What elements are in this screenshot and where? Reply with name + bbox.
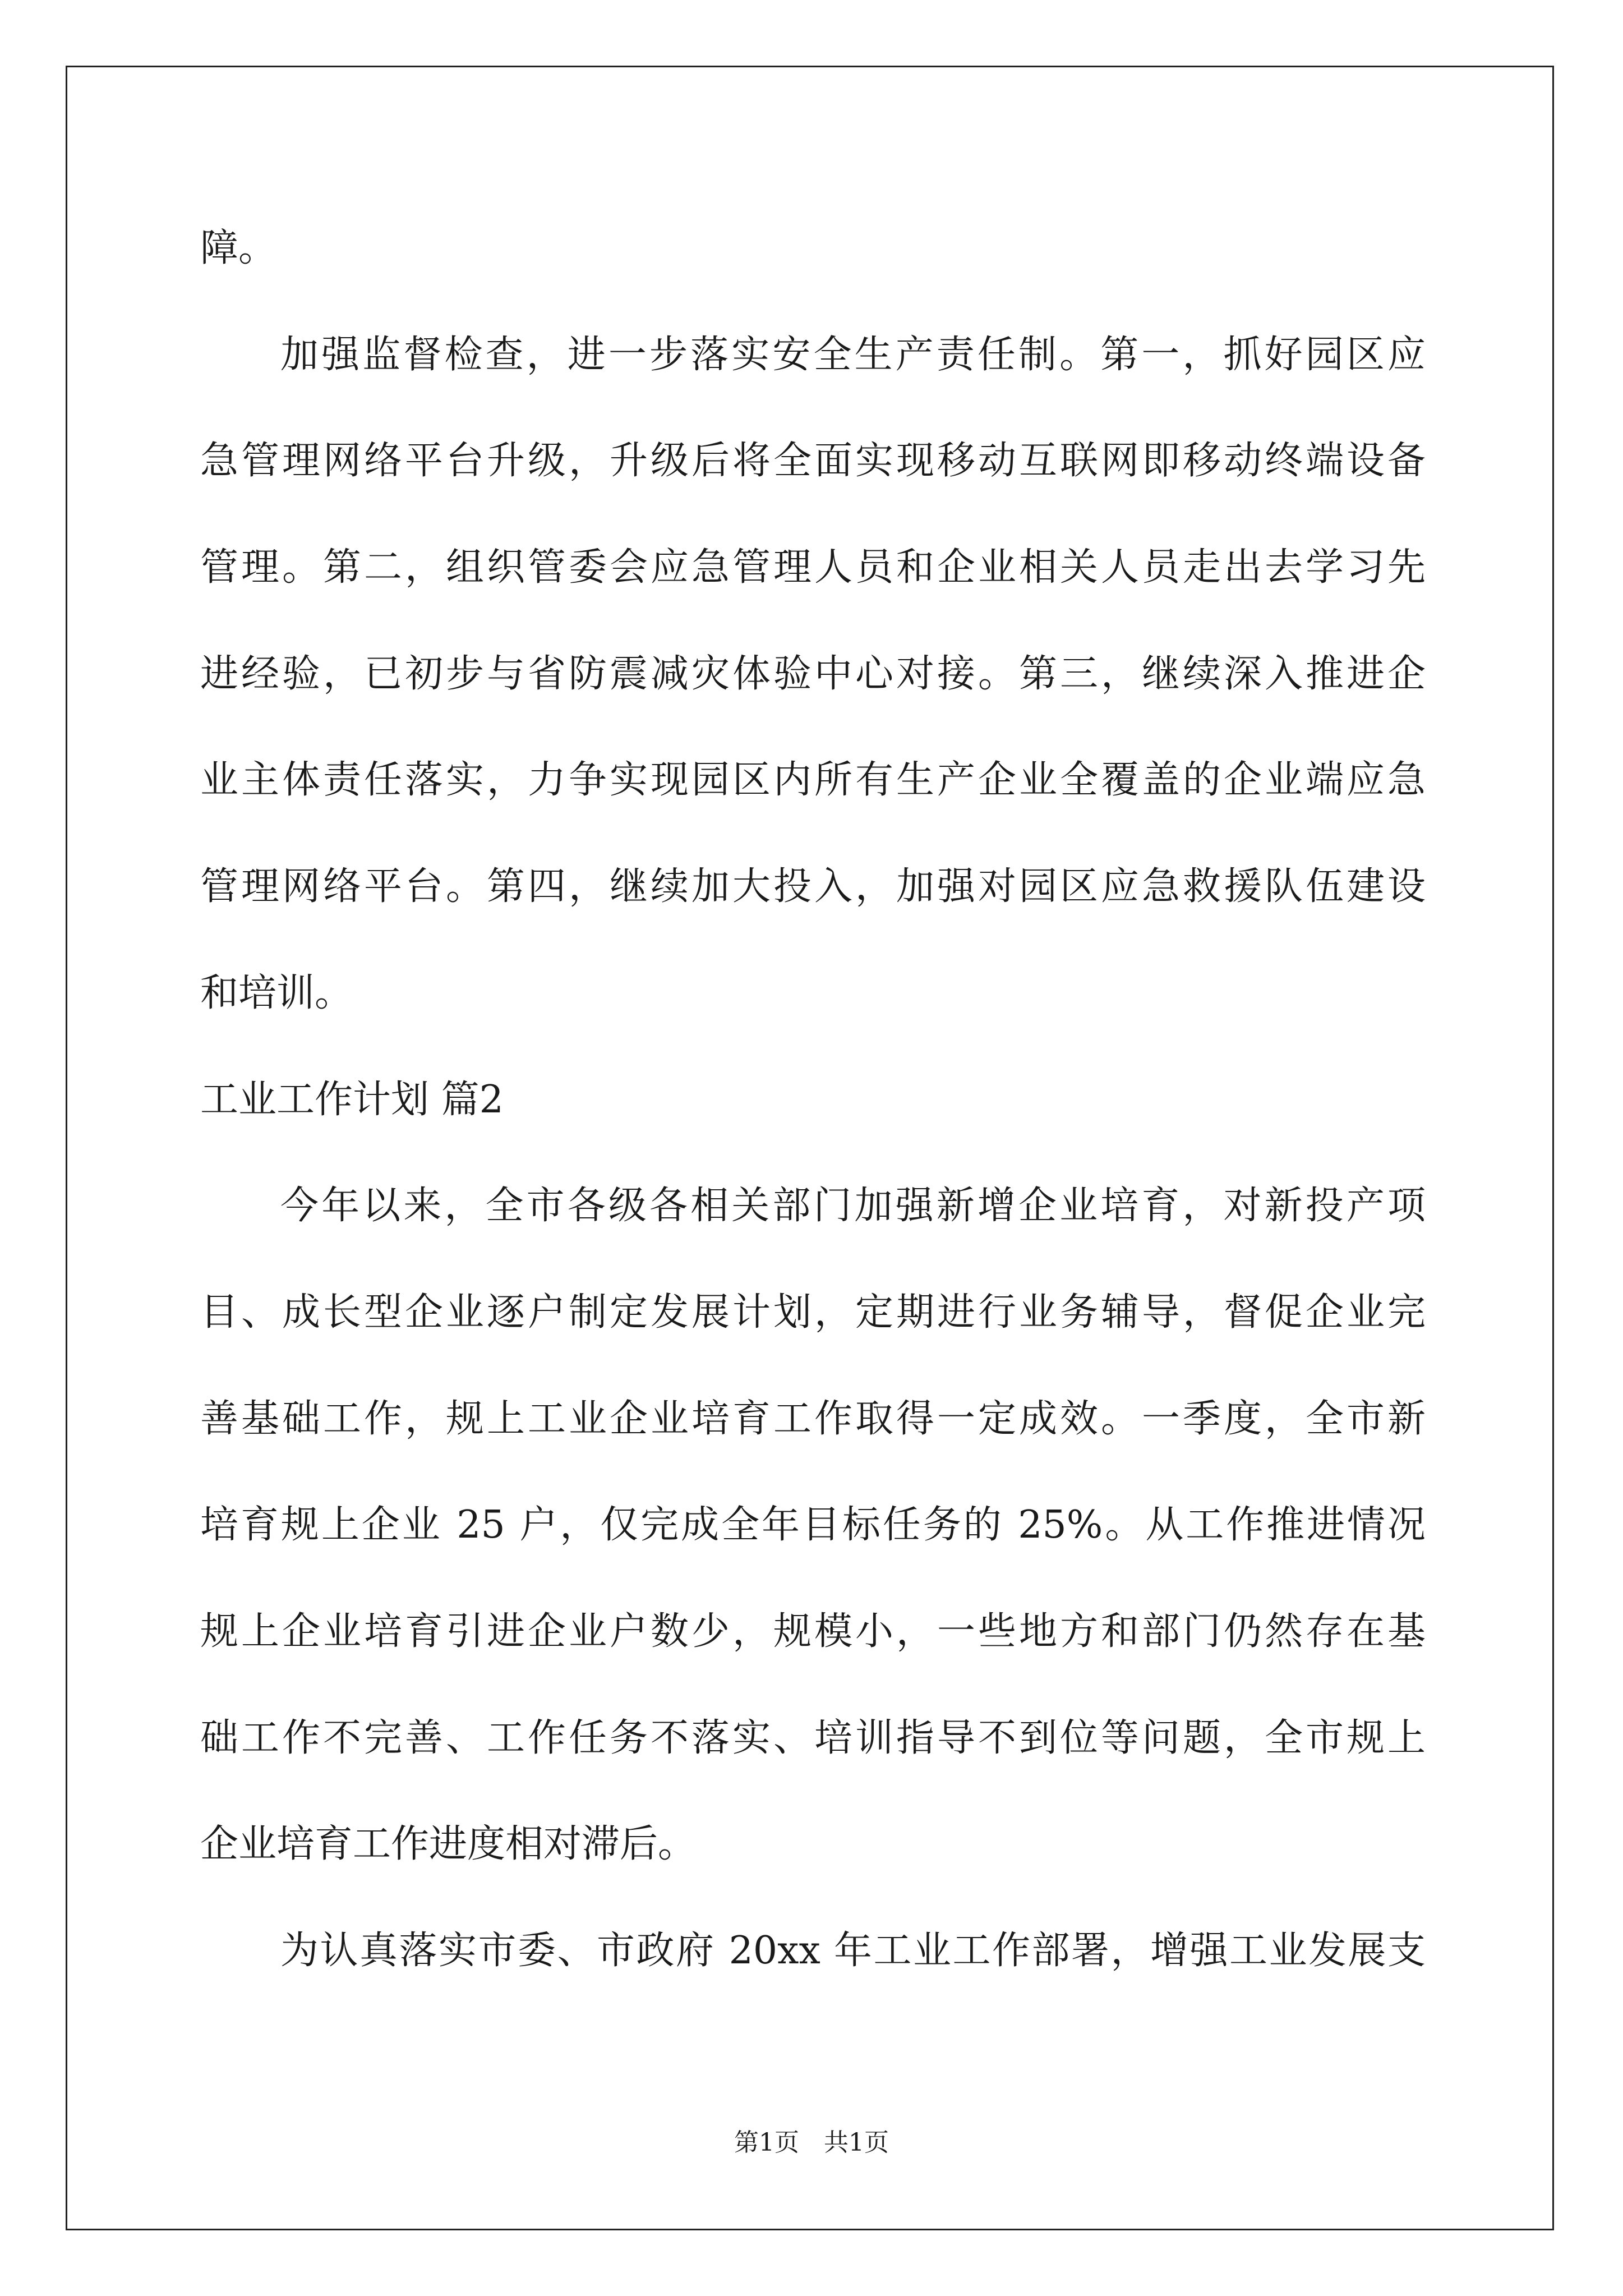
document-body — [200, 195, 1426, 2004]
paragraph-line: 为认真落实市委、市政府 20xx 年工业工作部署，增强工业发展支 — [280, 1929, 1426, 1973]
section-heading: 工业工作计划 篇2 — [200, 1077, 504, 1122]
total-pages-label: 共1页 — [824, 2128, 889, 2157]
paragraph-line: 培育规上企业 25 户，仅完成全年目标任务的 25%。从工作推进情况 — [200, 1503, 1426, 1548]
page-footer — [0, 2126, 1623, 2160]
paragraph-line: 和培训。 — [200, 970, 353, 1015]
paragraph-line: 管理。第二，组织管委会应急管理人员和企业相关人员走出去学习先 — [200, 545, 1426, 590]
paragraph-line: 进经验，已初步与省防震减灾体验中心对接。第三，继续深入推进企 — [200, 651, 1426, 696]
paragraph-line: 加强监督检查，进一步落实安全生产责任制。第一，抓好园区应 — [280, 332, 1426, 377]
current-page-label: 第1页 — [734, 2128, 799, 2157]
paragraph-line: 今年以来，全市各级各相关部门加强新增企业培育，对新投产项 — [280, 1184, 1426, 1228]
paragraph-line: 础工作不完善、工作任务不落实、培训指导不到位等问题，全市规上 — [200, 1715, 1426, 1760]
paragraph-line: 障。 — [200, 226, 277, 270]
paragraph-line: 企业培育工作进度相对滞后。 — [200, 1822, 697, 1867]
paragraph-line: 善基础工作，规上工业企业培育工作取得一定成效。一季度，全市新 — [200, 1396, 1426, 1441]
paragraph-line: 急管理网络平台升级，升级后将全面实现移动互联网即移动终端设备 — [200, 439, 1426, 484]
paragraph-line: 规上企业培育引进企业户数少，规模小，一些地方和部门仍然存在基 — [200, 1609, 1426, 1654]
paragraph-line: 业主体责任落实，力争实现园区内所有生产企业全覆盖的企业端应急 — [200, 758, 1426, 803]
paragraph-line: 管理网络平台。第四，继续加大投入，加强对园区应急救援队伍建设 — [200, 864, 1426, 909]
paragraph-line: 目、成长型企业逐户制定发展计划，定期进行业务辅导，督促企业完 — [200, 1290, 1426, 1335]
